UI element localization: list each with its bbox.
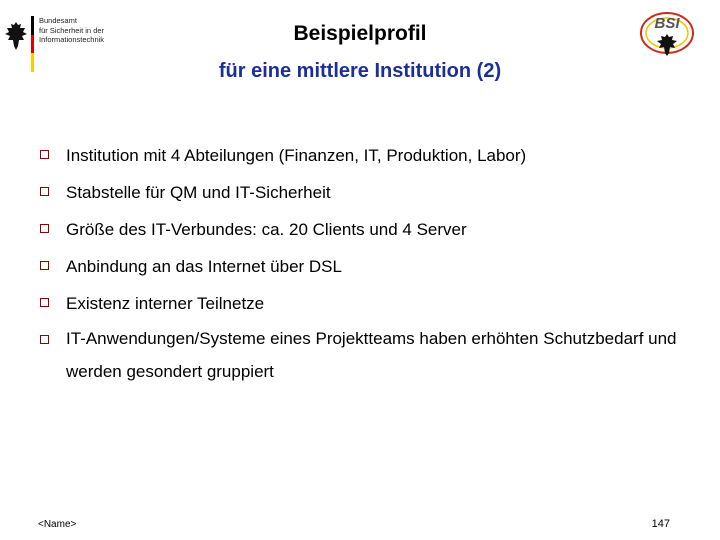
checkbox-bullet-icon bbox=[40, 261, 49, 270]
bsi-logo-letters: BSI bbox=[654, 15, 680, 32]
page-subtitle: für eine mittlere Institution (2) bbox=[218, 60, 502, 82]
logo-text-line: Informationstechnik bbox=[39, 35, 105, 44]
bullet-list bbox=[40, 137, 700, 388]
list-item-text: IT-Anwendungen/Systeme eines Projektteams haben erhöhten Schutzbedarf und werden gesondert gruppiert bbox=[66, 329, 677, 381]
list-item bbox=[40, 137, 700, 174]
list-item-text: Größe des IT-Verbundes: ca. 20 Clients und 4 Server bbox=[66, 220, 467, 239]
list-item bbox=[40, 174, 700, 211]
list-item bbox=[40, 211, 700, 248]
checkbox-bullet-icon bbox=[40, 335, 49, 344]
checkbox-bullet-icon bbox=[40, 224, 49, 233]
logo-text-line: Bundesamt bbox=[39, 16, 77, 25]
list-item bbox=[40, 322, 700, 388]
list-item-text: Anbindung an das Internet über DSL bbox=[66, 257, 342, 276]
page-title: Beispielprofil bbox=[293, 22, 427, 45]
list-item-text: Institution mit 4 Abteilungen (Finanzen, IT, Produktion, Labor) bbox=[66, 146, 527, 165]
list-item bbox=[40, 285, 700, 322]
footer-name: <Name> bbox=[38, 519, 77, 530]
list-item-text: Existenz interner Teilnetze bbox=[66, 294, 265, 313]
page-number: 147 bbox=[651, 518, 670, 530]
checkbox-bullet-icon bbox=[40, 150, 49, 159]
logo-text-line: für Sicherheit in der bbox=[39, 25, 105, 35]
list-item bbox=[40, 248, 700, 285]
checkbox-bullet-icon bbox=[40, 298, 49, 307]
list-item-text: Stabstelle für QM und IT-Sicherheit bbox=[66, 183, 331, 202]
checkbox-bullet-icon bbox=[40, 187, 49, 196]
